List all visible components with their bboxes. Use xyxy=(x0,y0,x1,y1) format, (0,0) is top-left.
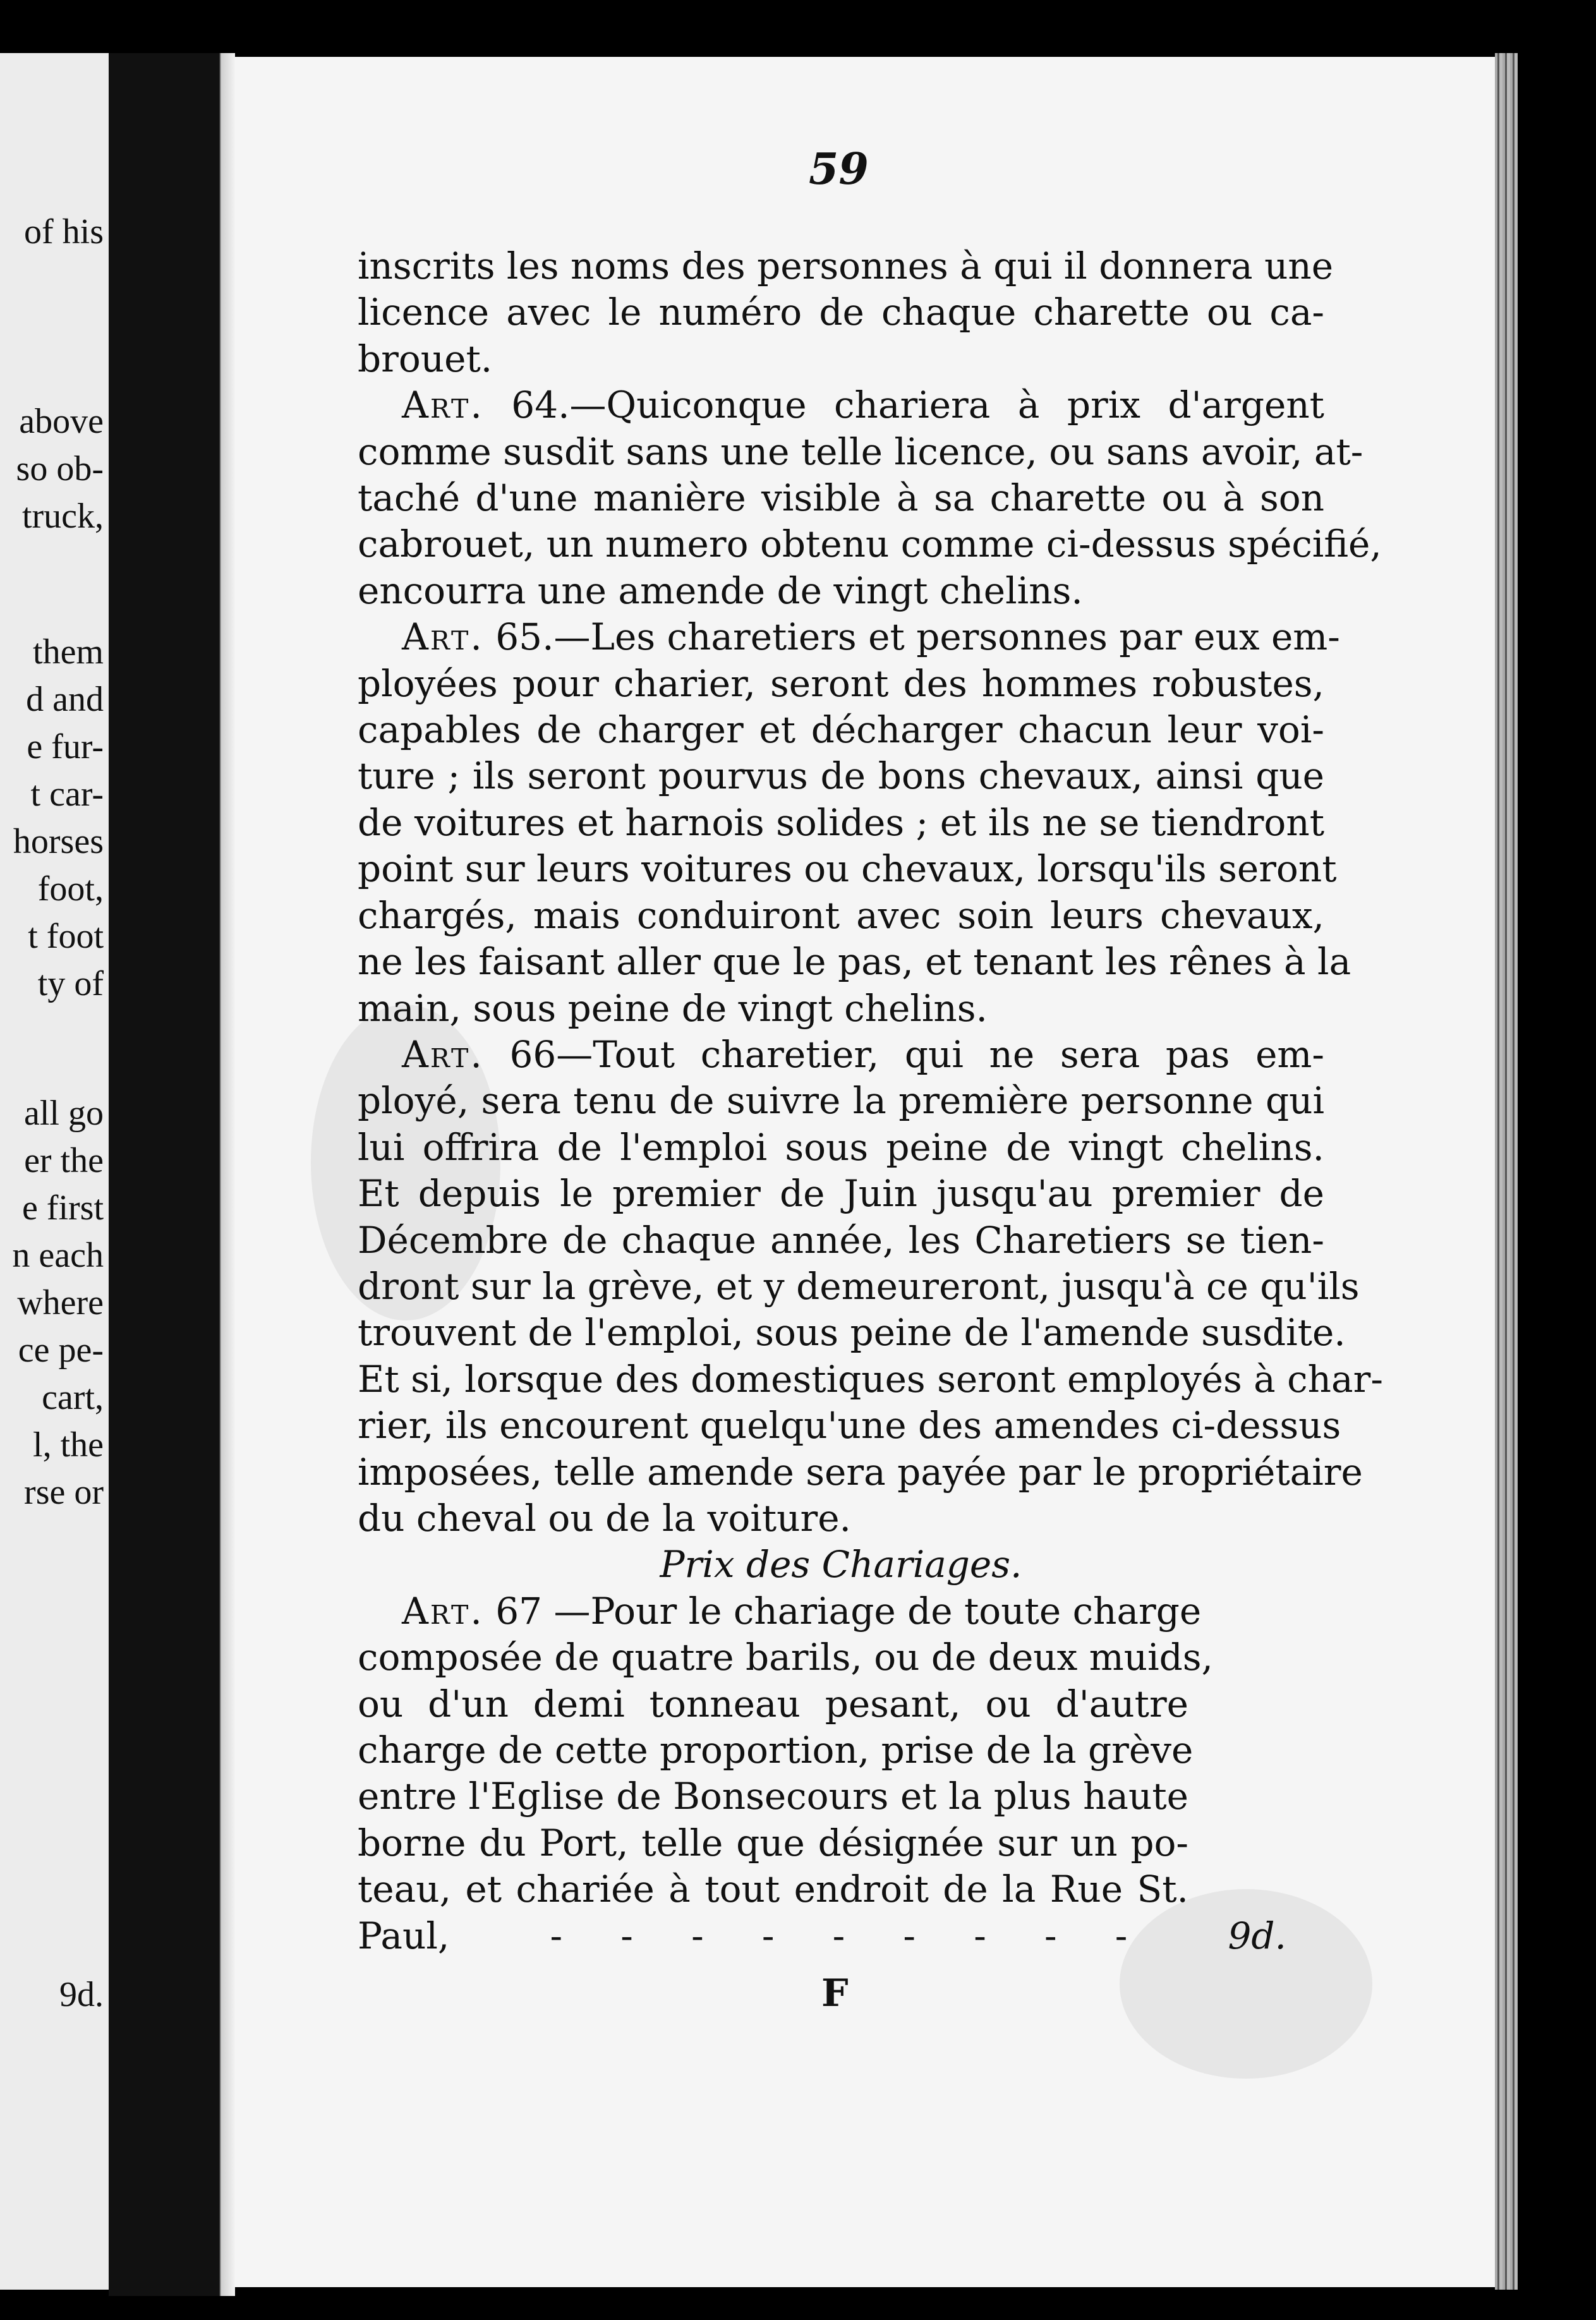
article-66-heading-line xyxy=(358,1032,1324,1078)
left-page-line: them xyxy=(33,632,104,672)
body-line: de voitures et harnois solides ; et ils ne se tiendront xyxy=(358,801,1324,844)
article-label: Art. xyxy=(402,1032,484,1076)
page-edge xyxy=(1495,53,1518,2290)
left-page-line: horses xyxy=(13,822,104,861)
body-line: licence avec le numéro de chaque charette ou ca- xyxy=(358,291,1324,334)
previous-page-fragment xyxy=(0,53,109,2290)
article-65-heading-line xyxy=(358,614,1340,660)
body-line: teau, et chariée à tout endroit de la Rue St. xyxy=(358,1868,1188,1911)
article-label: Art. xyxy=(402,615,484,659)
body-line: chargés, mais conduiront avec soin leurs chevaux, xyxy=(358,893,1324,937)
left-page-line: e fur- xyxy=(27,727,104,766)
body-line: ture ; ils seront pourvus de bons chevaux, ainsi que xyxy=(358,754,1324,798)
page-body xyxy=(358,243,1383,1959)
left-page-line: e first xyxy=(21,1188,104,1228)
body-line: entre l'Eglise de Bonsecours et la plus haute xyxy=(358,1775,1188,1818)
body-line: du cheval ou de la voiture. xyxy=(358,1496,851,1540)
body-line: imposées, telle amende sera payée par le propriétaire xyxy=(358,1450,1363,1494)
left-page-line: d and xyxy=(26,680,104,719)
body-line: brouet. xyxy=(358,337,493,380)
body-line: inscrits les noms des personnes à qui il donnera une xyxy=(358,245,1334,287)
left-page-line: of his xyxy=(24,212,104,251)
article-66-first-line: 66—Tout charetier, qui ne sera pas em- xyxy=(483,1032,1324,1076)
left-page-line: er the xyxy=(24,1141,104,1180)
left-page-line: all go xyxy=(24,1094,104,1133)
body-line: ne les faisant aller que le pas, et tenant les rênes à la xyxy=(358,940,1351,984)
left-page-line: t foot xyxy=(28,917,104,956)
left-page-line: rse or xyxy=(24,1473,104,1512)
body-line: dront sur la grève, et y demeureront, jusqu'à ce qu'ils xyxy=(358,1264,1360,1308)
body-line: trouvent de l'emploi, sous peine de l'amende susdite. xyxy=(358,1311,1346,1355)
left-page-line: where xyxy=(17,1283,104,1322)
left-page-line: 9d. xyxy=(59,1975,104,2014)
article-67-first-line: 67 —Pour le chariage de toute charge xyxy=(483,1589,1202,1633)
body-line: lui offrira de l'emploi sous peine de vingt chelins. xyxy=(358,1125,1324,1169)
left-page-line: ty of xyxy=(37,964,104,1003)
page-number: 59 xyxy=(809,144,869,195)
body-line: capables de charger et décharger chacun leur voi- xyxy=(358,708,1324,752)
body-line: composée de quatre barils, ou de deux muids, xyxy=(358,1636,1213,1679)
article-label: Art. xyxy=(402,1589,484,1633)
body-line: Et depuis le premier de Juin jusqu'au premier de xyxy=(358,1172,1324,1216)
left-page-line: cart, xyxy=(42,1378,104,1417)
article-67-heading-line xyxy=(358,1588,1202,1634)
price-item: Paul, xyxy=(358,1914,450,1957)
signature-mark: F xyxy=(821,1971,849,2015)
body-line: ployées pour charier, seront des hommes robustes, xyxy=(358,662,1324,705)
left-page-line: above xyxy=(19,402,104,441)
left-page-line: ce pe- xyxy=(18,1331,104,1370)
body-line: ployé, sera tenu de suivre la première personne qui xyxy=(358,1079,1324,1123)
body-line: taché d'une manière visible à sa charette ou à son xyxy=(358,476,1324,520)
price-value: 9d. xyxy=(1228,1914,1286,1957)
article-67-block xyxy=(358,1588,1213,1913)
body-line: main, sous peine de vingt chelins. xyxy=(358,986,988,1030)
left-page-line: n each xyxy=(12,1236,104,1275)
body-line: charge de cette proportion, prise de la grève xyxy=(358,1729,1194,1772)
left-page-line: l, the xyxy=(33,1425,104,1465)
price-leaders: - - - - - - - - - xyxy=(550,1914,1128,1957)
article-64-first-line: 64.—Quiconque chariera à prix d'argent xyxy=(483,384,1324,427)
body-line: cabrouet, un numero obtenu comme ci-dessus spécifié, xyxy=(358,523,1382,566)
article-label: Art. xyxy=(402,384,484,427)
body-line: point sur leurs voitures ou chevaux, lorsqu'ils seront xyxy=(358,847,1337,891)
book-gutter xyxy=(109,53,235,2296)
body-line: rier, ils encourent quelqu'une des amendes ci-dessus xyxy=(358,1404,1341,1447)
left-page-line: truck, xyxy=(21,497,104,536)
body-line: ou d'un demi tonneau pesant, ou d'autre xyxy=(358,1682,1188,1725)
price-row xyxy=(358,1913,1286,1959)
left-page-line: so ob- xyxy=(16,449,104,488)
article-65-first-line: 65.—Les charetiers et personnes par eux em- xyxy=(483,615,1340,659)
body-line: Décembre de chaque année, les Charetiers se tien- xyxy=(358,1218,1324,1262)
body-line: encourra une amende de vingt chelins. xyxy=(358,569,1083,612)
body-line: Et si, lorsque des domestiques seront employés à char- xyxy=(358,1357,1383,1401)
left-page-line: foot, xyxy=(37,869,104,909)
section-heading: Prix des Chariages. xyxy=(660,1543,1022,1586)
left-page-line: t car- xyxy=(30,775,104,814)
body-line: comme susdit sans une telle licence, ou sans avoir, at- xyxy=(358,430,1363,473)
article-64-heading-line xyxy=(358,382,1324,428)
body-line: borne du Port, telle que désignée sur un po- xyxy=(358,1821,1188,1864)
